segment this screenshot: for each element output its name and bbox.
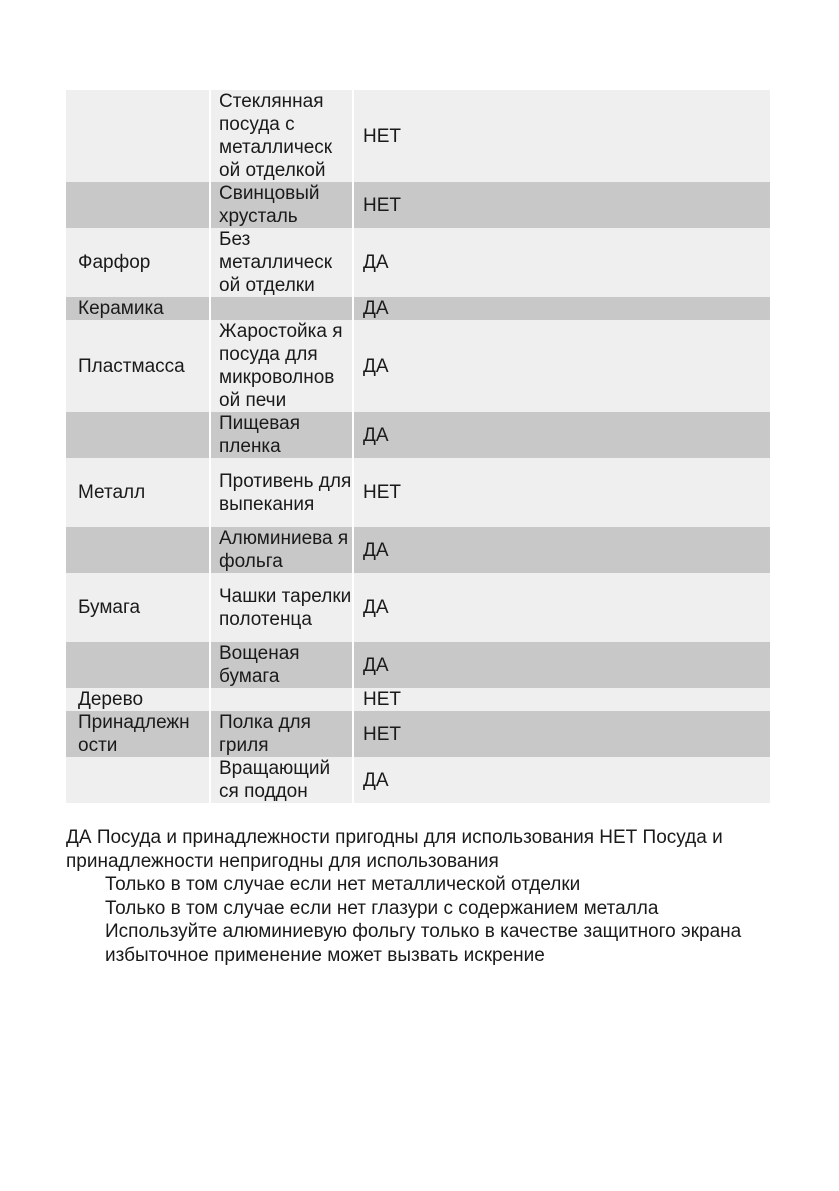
answer-cell: НЕТ xyxy=(353,90,770,182)
material-cell xyxy=(66,642,210,688)
material-cell: Металл xyxy=(66,458,210,527)
item-cell: Противень для выпекания xyxy=(210,458,353,527)
answer-cell: ДА xyxy=(353,527,770,573)
table-row xyxy=(66,412,770,458)
material-cell: Дерево xyxy=(66,688,210,711)
table-body xyxy=(66,90,770,803)
material-cell xyxy=(66,90,210,182)
item-cell xyxy=(210,688,353,711)
cookware-compatibility-table xyxy=(66,90,770,803)
material-cell: Керамика xyxy=(66,297,210,320)
item-cell: Алюминиева я фольга xyxy=(210,527,353,573)
table-row xyxy=(66,228,770,297)
notes-section xyxy=(66,826,786,967)
answer-cell: ДА xyxy=(353,228,770,297)
table-row xyxy=(66,90,770,182)
table-row xyxy=(66,688,770,711)
material-cell: Фарфор xyxy=(66,228,210,297)
note-line: Используйте алюминиевую фольгу только в качестве защитного экрана избыточное применение может вызвать искрение xyxy=(105,921,742,966)
table-row xyxy=(66,642,770,688)
material-cell: Бумага xyxy=(66,573,210,642)
item-cell: Свинцовый хрусталь xyxy=(210,182,353,228)
note-line: Только в том случае если нет глазури с содержанием металла xyxy=(105,897,659,919)
table-row xyxy=(66,527,770,573)
legend-text: ДА Посуда и принадлежности пригодны для использования НЕТ Посуда и принадлежности непригодны для использования xyxy=(66,827,723,872)
note-line: Только в том случае если нет металлической отделки xyxy=(105,874,581,895)
item-cell: Стеклянная посуда с металлическ ой отделкой xyxy=(210,90,353,182)
item-cell xyxy=(210,297,353,320)
answer-cell: НЕТ xyxy=(353,182,770,228)
table-row xyxy=(66,297,770,320)
answer-cell: ДА xyxy=(353,320,770,412)
item-cell: Жаростойка я посуда для микроволнов ой печи xyxy=(210,320,353,412)
answer-cell: ДА xyxy=(353,573,770,642)
item-cell: Пищевая пленка xyxy=(210,412,353,458)
item-cell: Чашки тарелки полотенца xyxy=(210,573,353,642)
table-row xyxy=(66,711,770,757)
answer-cell: НЕТ xyxy=(353,458,770,527)
table-row xyxy=(66,573,770,642)
answer-cell: ДА xyxy=(353,297,770,320)
answer-cell: ДА xyxy=(353,757,770,803)
table-row xyxy=(66,757,770,803)
item-cell: Вращающий ся поддон xyxy=(210,757,353,803)
material-cell xyxy=(66,182,210,228)
table-row xyxy=(66,320,770,412)
table-row xyxy=(66,458,770,527)
material-cell: Пластмасса xyxy=(66,320,210,412)
material-cell xyxy=(66,527,210,573)
material-cell xyxy=(66,412,210,458)
material-cell xyxy=(66,757,210,803)
answer-cell: НЕТ xyxy=(353,688,770,711)
table-row xyxy=(66,182,770,228)
material-cell: Принадлежн ости xyxy=(66,711,210,757)
item-cell: Вощеная бумага xyxy=(210,642,353,688)
item-cell: Полка для гриля xyxy=(210,711,353,757)
answer-cell: ДА xyxy=(353,642,770,688)
answer-cell: ДА xyxy=(353,412,770,458)
item-cell: Без металлическ ой отделки xyxy=(210,228,353,297)
answer-cell: НЕТ xyxy=(353,711,770,757)
